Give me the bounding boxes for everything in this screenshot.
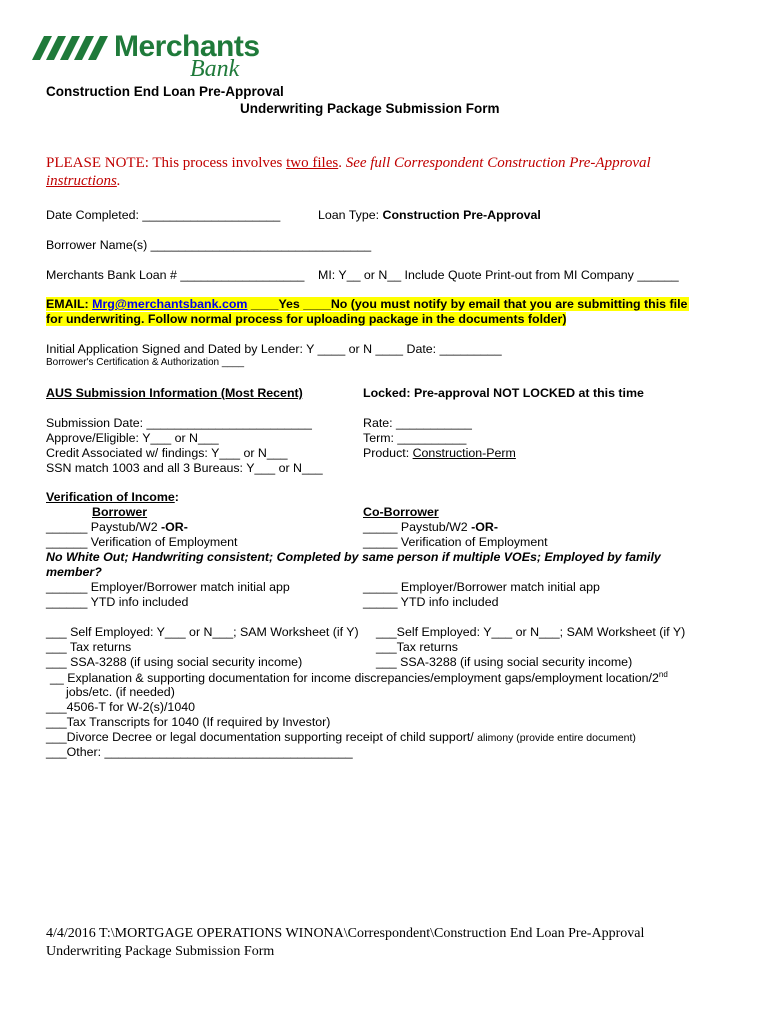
explanation-text: __ Explanation & supporting documentation for income discrepancies/employment gaps/employment location/2 [50, 671, 659, 686]
aus-credit-associated[interactable]: Credit Associated w/ findings: Y___ or N___ [46, 446, 288, 460]
form-title: Construction End Loan Pre-Approval [46, 84, 284, 99]
coborrower-or: -OR- [471, 520, 498, 534]
note-end: . [116, 173, 121, 189]
borrower-column-heading: Borrower [92, 505, 148, 519]
footer-path: 4/4/2016 T:\MORTGAGE OPERATIONS WINONA\Correspondent\Construction End Loan Pre-Approval [46, 926, 645, 941]
divorce-decree-item[interactable] [46, 730, 636, 744]
initial-application-field[interactable]: Initial Application Signed and Dated by Lender: Y ____ or N ____ Date: _________ [46, 342, 502, 356]
coborrower-voe[interactable]: _____ Verification of Employment [363, 535, 548, 549]
email-line2-text: for underwriting. Follow normal process for uploading package in the documents folder) [46, 312, 567, 326]
coborrower-paystub-text: _____ Paystub/W2 [363, 520, 472, 534]
voe-warning-line2: member? [46, 565, 102, 579]
borrower-employer-match[interactable]: ______ Employer/Borrower match initial app [46, 580, 290, 594]
borrower-certification-field[interactable]: Borrower's Certification & Authorization ____ [46, 357, 245, 368]
footer-form-name: Underwriting Package Submission Form [46, 944, 275, 959]
email-line1-rest: ____Yes ____No (you must notify by email that you are submitting this file [247, 297, 688, 311]
email-line1 [46, 297, 689, 311]
form-subtitle: Underwriting Package Submission Form [240, 101, 500, 116]
loan-type [318, 208, 541, 222]
borrower-tax-returns[interactable]: ___ Tax returns [46, 640, 132, 654]
form-4506t-item[interactable]: ___4506-T for W-2(s)/1040 [46, 700, 195, 714]
income-heading [46, 490, 179, 504]
borrower-ssa[interactable]: ___ SSA-3288 (if using social security income) [46, 655, 303, 669]
borrower-names-field[interactable]: Borrower Name(s) ________________________________ [46, 238, 372, 252]
divorce-main: ___Divorce Decree or legal documentation supporting receipt of child support/ [46, 730, 478, 744]
borrower-paystub-text: ______ Paystub/W2 [46, 520, 162, 534]
note-two-files: two files [286, 155, 339, 171]
income-heading-text: Verification of Income [46, 490, 175, 504]
borrower-self-employed[interactable]: ___ Self Employed: Y___ or N___; SAM Worksheet (if Y) [46, 625, 359, 639]
email-line2 [46, 312, 566, 326]
aus-approve-eligible[interactable]: Approve/Eligible: Y___ or N___ [46, 431, 219, 445]
aus-heading: AUS Submission Information (Most Recent) [46, 386, 303, 400]
product-value: Construction-Perm [412, 446, 516, 460]
merchants-bank-logo [30, 30, 270, 82]
coborrower-column-heading: Co-Borrower [363, 505, 439, 519]
note-instructions: instructions [46, 173, 117, 189]
product-label: Product: [363, 446, 413, 460]
note-see-full: See full Correspondent Construction Pre-Approval [345, 155, 651, 171]
mi-field[interactable]: MI: Y__ or N__ Include Quote Print-out from MI Company ______ [318, 268, 679, 282]
please-note [46, 155, 651, 172]
voe-warning: No White Out; Handwriting consistent; Completed by same person if multiple VOEs; Employed by family [46, 550, 661, 564]
coborrower-ssa[interactable]: ___ SSA-3288 (if using social security income) [376, 655, 633, 669]
coborrower-employer-match[interactable]: _____ Employer/Borrower match initial app [363, 580, 600, 594]
coborrower-paystub[interactable] [363, 520, 498, 534]
note-after-two: . [338, 155, 346, 171]
logo-word-merchants: Merchants [114, 30, 260, 63]
tax-transcripts-item[interactable]: ___Tax Transcripts for 1040 (If required by Investor) [46, 715, 331, 729]
explanation-sup: nd [658, 670, 668, 679]
other-item[interactable]: ___Other: ____________________________________ [46, 745, 353, 759]
email-label: EMAIL: [46, 297, 93, 311]
borrower-ytd[interactable]: ______ YTD info included [46, 595, 189, 609]
aus-ssn-match[interactable]: SSN match 1003 and all 3 Bureaus: Y___ or N___ [46, 461, 323, 475]
coborrower-self-employed[interactable]: ___Self Employed: Y___ or N___; SAM Worksheet (if Y) [376, 625, 686, 639]
loan-type-value: Construction Pre-Approval [382, 208, 541, 222]
note-prefix: PLEASE NOTE: This process involves [46, 155, 287, 171]
borrower-paystub[interactable] [46, 520, 188, 534]
please-note-line2 [46, 173, 121, 190]
divorce-small: alimony (provide entire document) [477, 732, 636, 744]
income-heading-colon: : [174, 490, 179, 504]
locked-status: Locked: Pre-approval NOT LOCKED at this time [363, 386, 644, 400]
borrower-voe[interactable]: ______ Verification of Employment [46, 535, 238, 549]
explanation-item[interactable] [50, 670, 668, 685]
date-completed-field[interactable]: Date Completed: ____________________ [46, 208, 281, 222]
aus-term[interactable]: Term: __________ [363, 431, 467, 445]
aus-product [363, 446, 516, 460]
aus-rate[interactable]: Rate: ___________ [363, 416, 472, 430]
coborrower-ytd[interactable]: _____ YTD info included [363, 595, 499, 609]
explanation-item-line2: jobs/etc. (if needed) [66, 685, 175, 699]
aus-submission-date[interactable]: Submission Date: ________________________ [46, 416, 312, 430]
coborrower-tax-returns[interactable]: ___Tax returns [376, 640, 458, 654]
borrower-or: -OR- [161, 520, 188, 534]
merchants-loan-field[interactable]: Merchants Bank Loan # __________________ [46, 268, 305, 282]
loan-type-label: Loan Type: [318, 208, 383, 222]
email-link[interactable]: Mrg@merchantsbank.com [92, 297, 248, 311]
logo-word-bank: Bank [190, 56, 240, 82]
